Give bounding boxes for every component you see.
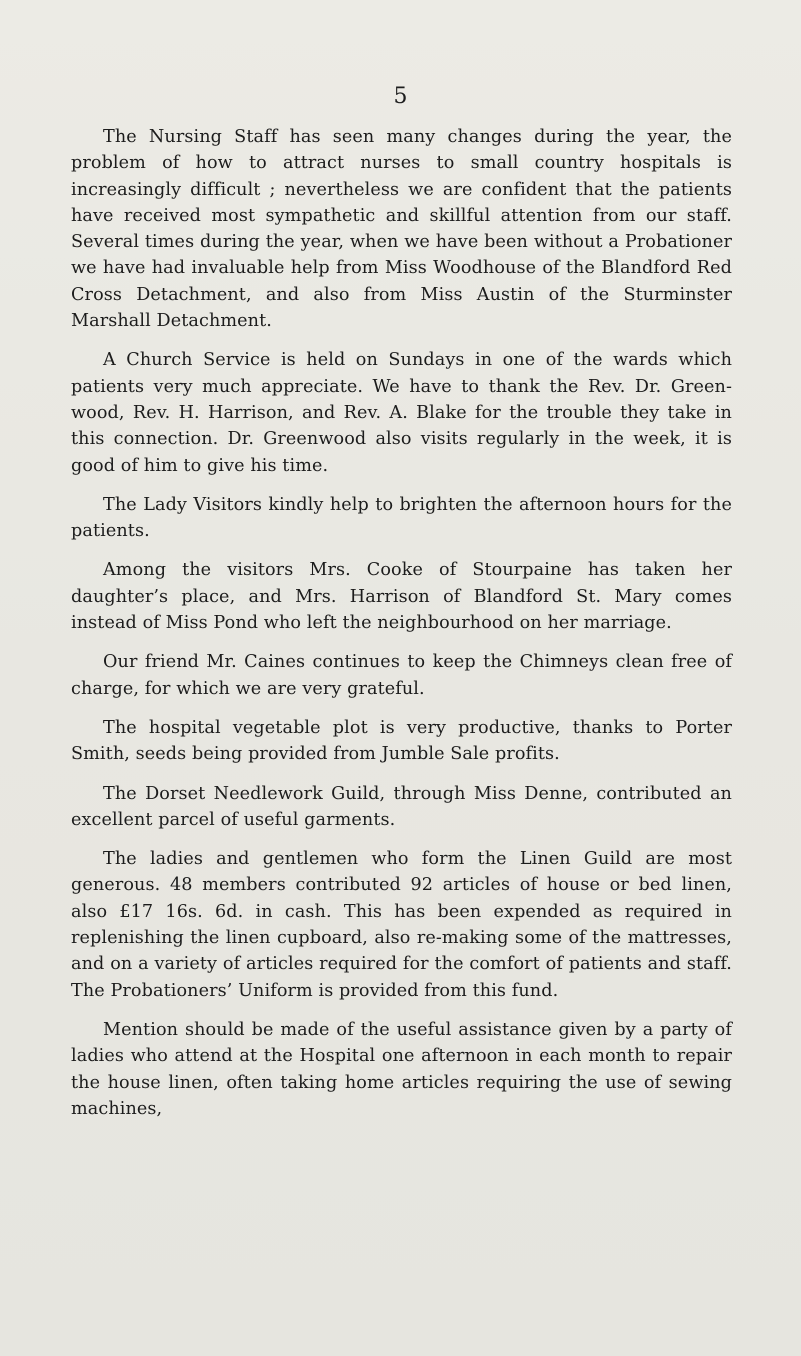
paragraph-linen-guild: The ladies and gentlemen who form the Linen Guild are most generous. 48 members contributed 92 articles of house or bed linen, also £17 16s. 6d. in cash. This has been expended as required in replenishing the linen cupboard, also re-making some of the mattresses, and on a variety of articles required for the comfort of patients and staff. The Probationers’ Uniform is provided from this fund. (71, 849, 732, 1001)
paragraph-lady-visitors: The Lady Visitors kindly help to brighten the afternoon hours for the patients. (71, 494, 732, 542)
paragraph-vegetable-plot: The hospital vegetable plot is very productive, thanks to Porter Smith, seeds being provided from Jumble Sale profits. (71, 717, 732, 765)
paragraph-nursing-staff: The Nursing Staff has seen many changes during the year, the problem of how to attract nurses to small country hospitals is increasingly difficult ; nevertheless we are confident that the patients have received most sympathetic and skillful attention from our staff. Several times during the year, when we have been without a Probationer we have had invaluable help from Miss Woodhouse of the Blandford Red Cross Detachment, and also from Miss Austin of the Sturminster Marshall Detachment. (71, 127, 732, 332)
paragraph-church-service: A Church Service is held on Sundays in one of the wards which patients very much appreciate. We have to thank the Rev. Dr. Green- wood, Rev. H. Harrison, and Rev. A. Blake for the trouble they take in this connection. Dr. Greenwood also visits regularly in the week, it is good of him to give his time. (71, 350, 732, 476)
paragraph-ladies-assistance: Mention should be made of the useful assistance given by a party of ladies who attend at the Hospital one afternoon in each month to repair the house linen, often taking home articles requiring the use of sewing machines, (71, 1019, 732, 1119)
paragraph-needlework-guild: The Dorset Needlework Guild, through Miss Denne, contributed an excellent parcel of useful garments. (71, 783, 732, 830)
paragraph-chimneys: Our friend Mr. Caines continues to keep the Chimneys clean free of charge, for which we are very grateful. (71, 652, 732, 699)
page-number: 5 (393, 84, 408, 109)
body-text (71, 124, 732, 1135)
paragraph-visitors-changes: Among the visitors Mrs. Cooke of Stourpaine has taken her daughter’s place, and Mrs. Harrison of Blandford St. Mary comes instead of Miss Pond who left the neighbourhood on her marriage. (71, 560, 732, 634)
